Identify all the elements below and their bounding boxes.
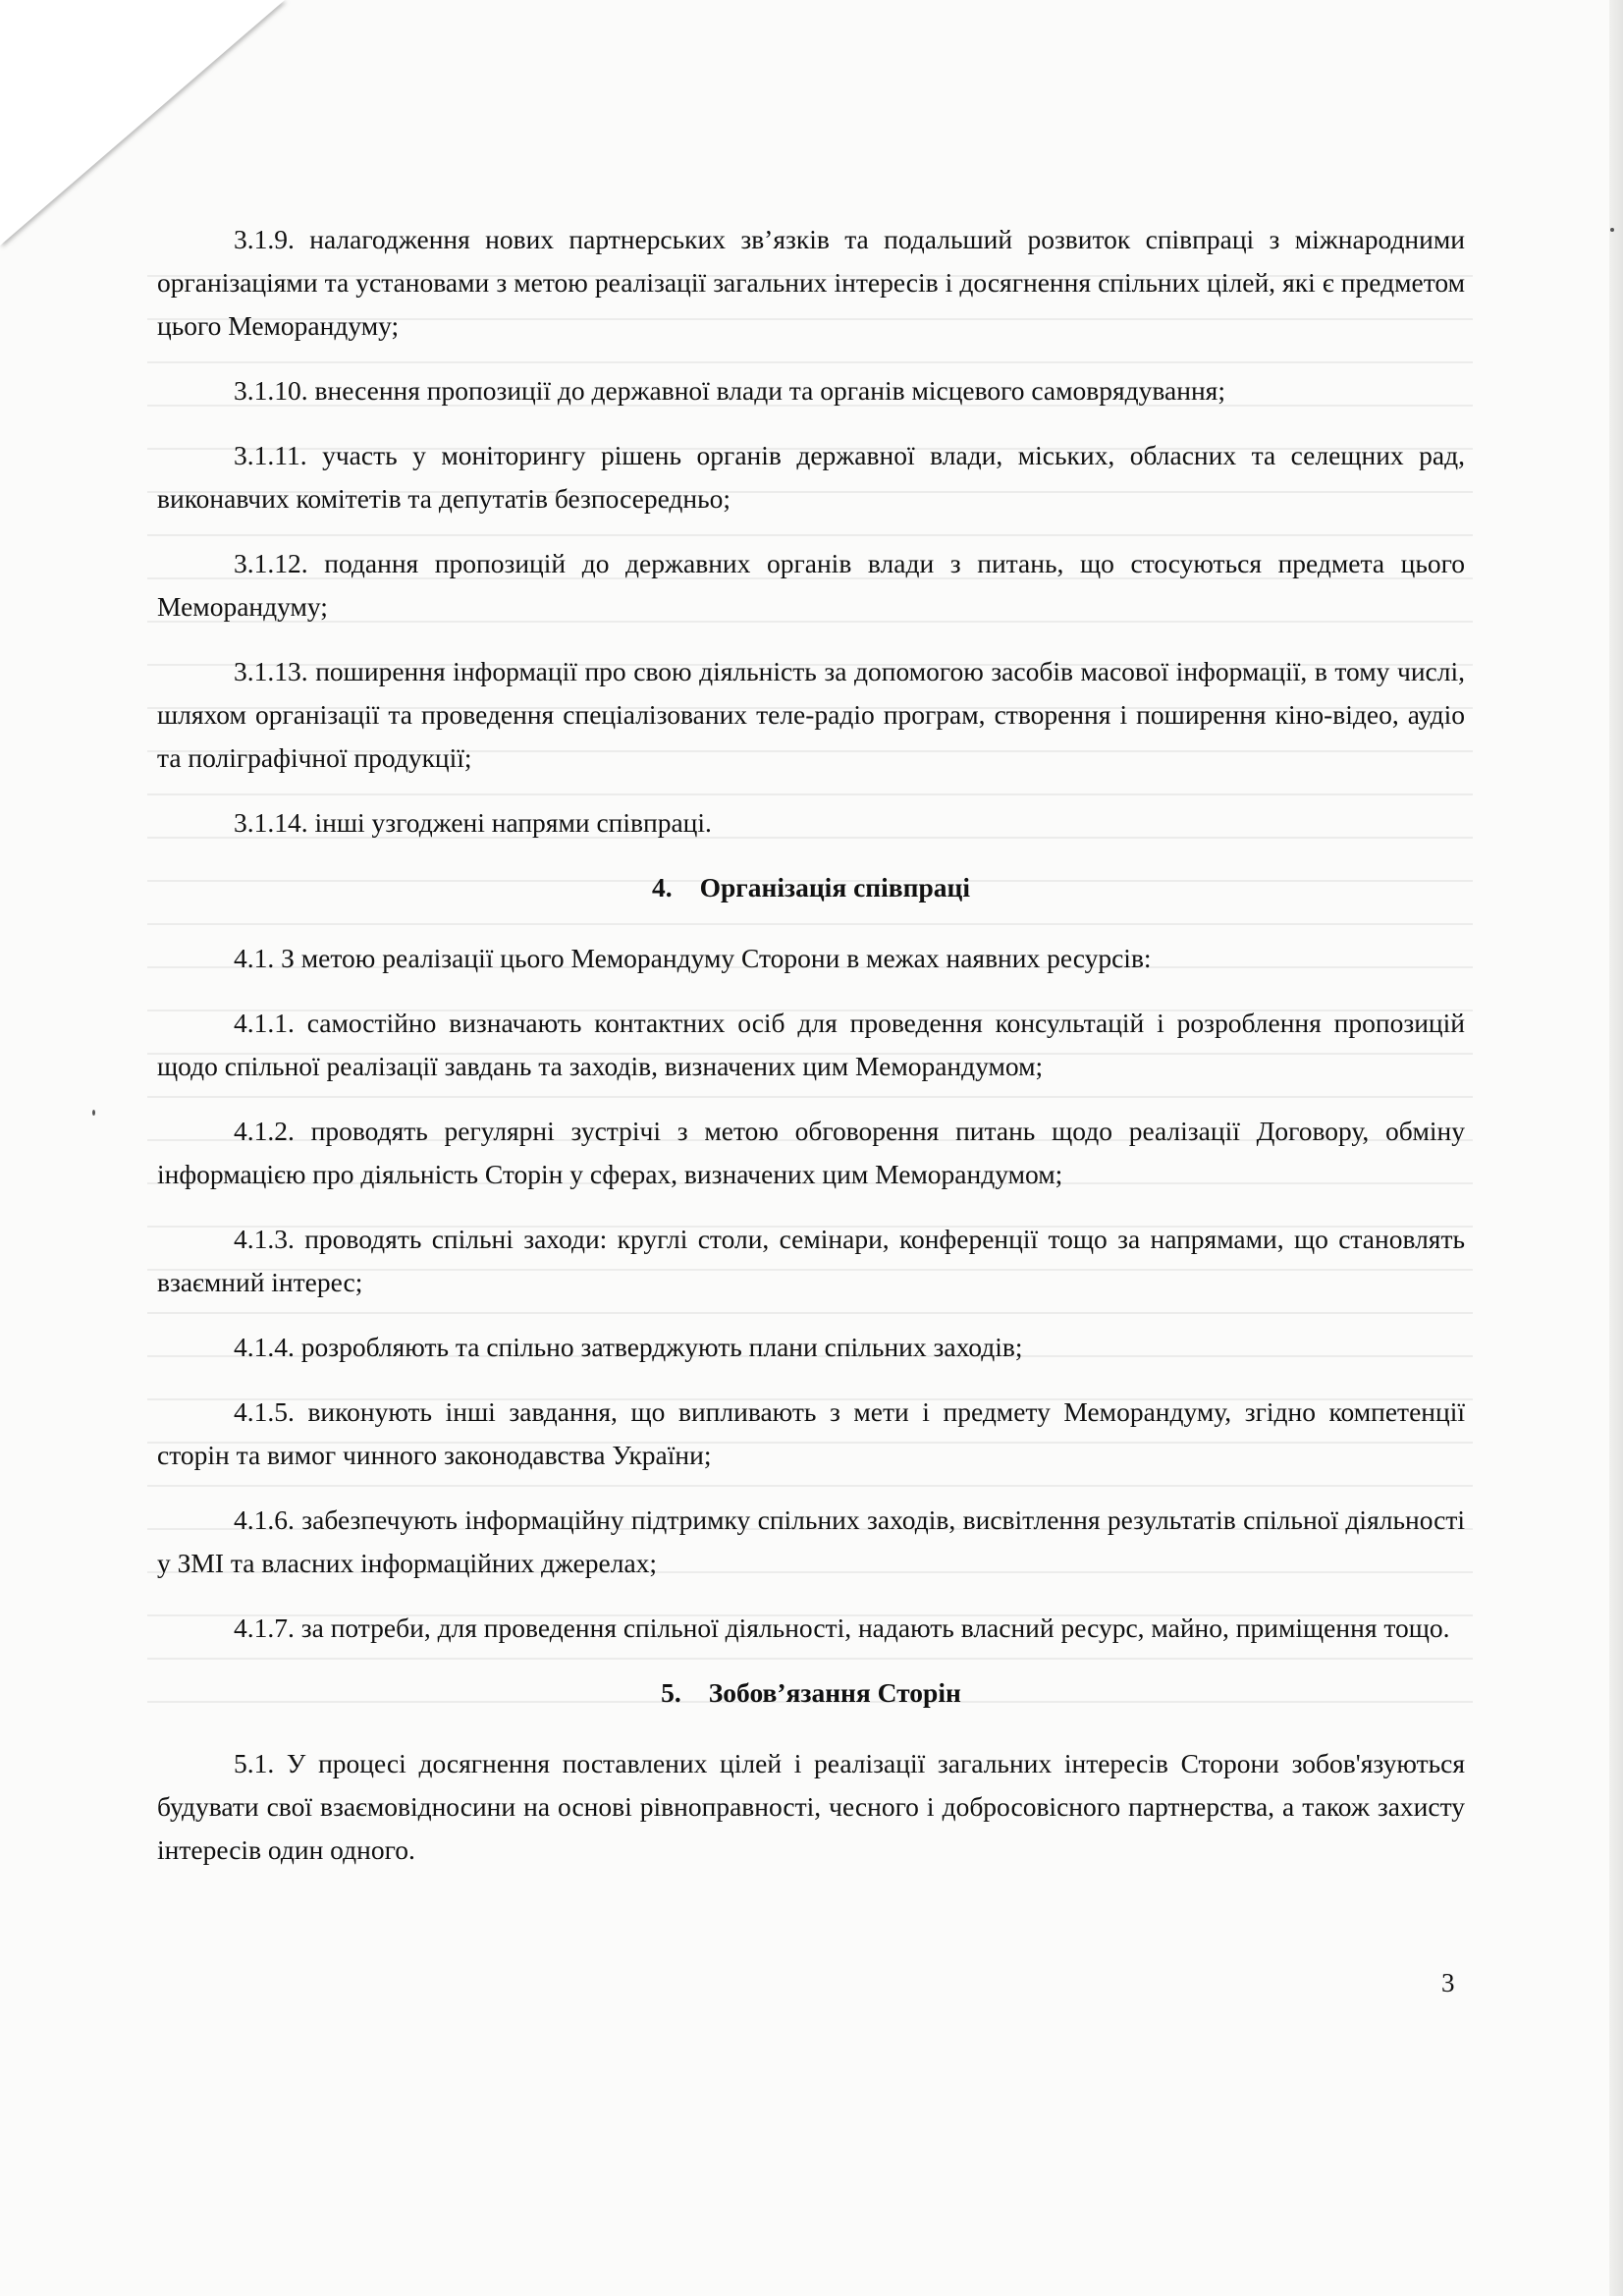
section-5-number: 5.	[661, 1677, 681, 1708]
clause-3-1-14: 3.1.14. інші узгоджені напрями співпраці.	[234, 807, 712, 838]
clause-5-1: 5.1. У процесі досягнення поставлених цілей і реалізації загальних інтересів Сторони зобов'язуються будувати свої взаємовідносини на основі рівноправності, чесного і добросовісного партнерства, а також захисту інтересів один одного.	[157, 1748, 1465, 1865]
page-edge	[1609, 0, 1623, 2296]
clause-4-1: 4.1. З метою реалізації цього Меморандуму Сторони в межах наявних ресурсів:	[234, 943, 1152, 973]
clause-4-1-4: 4.1.4. розробляють та спільно затверджують плани спільних заходів;	[234, 1332, 1023, 1362]
section-4-heading	[157, 866, 1465, 909]
scan-speck	[92, 1110, 95, 1116]
clause-4-1-7: 4.1.7. за потреби, для проведення спільної діяльності, надають власний ресурс, майно, приміщення тощо.	[234, 1613, 1450, 1643]
clause-4-1-1: 4.1.1. самостійно визначають контактних осіб для проведення консультацій і розроблення пропозицій щодо спільної реалізації завдань та заходів, визначених цим Меморандумом;	[157, 1008, 1465, 1081]
scan-speck	[1610, 228, 1614, 232]
folded-corner	[0, 0, 285, 246]
clause-3-1-10: 3.1.10. внесення пропозиції до державної влади та органів місцевого самоврядування;	[234, 375, 1225, 406]
clause-3-1-9: 3.1.9. налагодження нових партнерських зв’язків та подальший розвиток співпраці з міжнародними організаціями та установами з метою реалізації загальних інтересів і досягнення спільних цілей, які є предметом цього Меморандуму;	[157, 224, 1465, 341]
section-4-title: Організація співпраці	[699, 872, 970, 902]
page-number: 3	[1441, 1968, 1455, 1997]
clause-4-1-2: 4.1.2. проводять регулярні зустрічі з метою обговорення питань щодо реалізації Договору, обміну інформацією про діяльність Сторін у сферах, визначених цим Меморандумом;	[157, 1116, 1465, 1189]
document-body	[157, 218, 1465, 1893]
clause-4-1-6: 4.1.6. забезпечують інформаційну підтримку спільних заходів, висвітлення результатів спільної діяльності у ЗМІ та власних інформаційних джерелах;	[157, 1504, 1465, 1578]
section-5-title: Зобов’язання Сторін	[708, 1677, 961, 1708]
section-4-number: 4.	[652, 872, 673, 902]
clause-3-1-11: 3.1.11. участь у моніторингу рішень органів державної влади, міських, обласних та селещних рад, виконавчих комітетів та депутатів безпосередньо;	[157, 440, 1465, 514]
clause-3-1-13: 3.1.13. поширення інформації про свою діяльність за допомогою засобів масової інформації, в тому числі, шляхом організації та проведення спеціалізованих теле-радіо програм, створення і поширення кіно-відео, аудіо та поліграфічної продукції;	[157, 656, 1465, 773]
clause-4-1-5: 4.1.5. виконують інші завдання, що випливають з мети і предмету Меморандуму, згідно компетенції сторін та вимог чинного законодавства України;	[157, 1396, 1465, 1470]
clause-4-1-3: 4.1.3. проводять спільні заходи: круглі столи, семінари, конференції тощо за напрямами, що становлять взаємний інтерес;	[157, 1224, 1465, 1297]
section-5-heading	[157, 1671, 1465, 1715]
clause-3-1-12: 3.1.12. подання пропозицій до державних органів влади з питань, що стосуються предмета цього Меморандуму;	[157, 548, 1465, 622]
